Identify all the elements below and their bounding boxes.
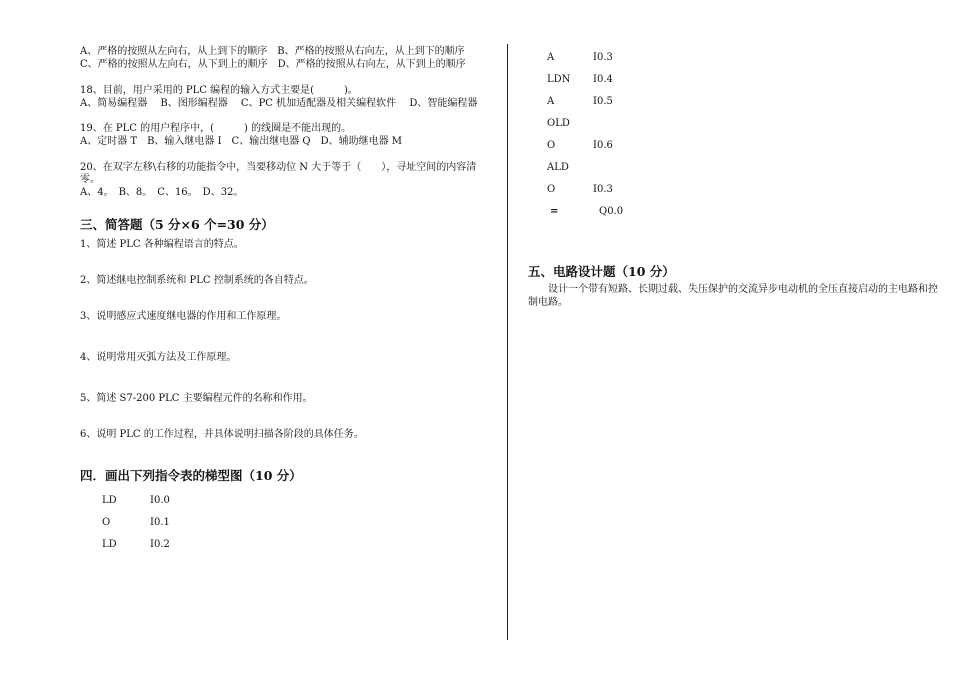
instruction-line <box>102 516 490 538</box>
instruction-line <box>547 52 938 74</box>
instruction-list-right <box>528 52 938 224</box>
instruction-op: OLD <box>547 118 570 129</box>
instruction-arg: I0.3 <box>593 52 613 63</box>
instruction-line <box>102 538 490 560</box>
instruction-op: A <box>547 96 555 107</box>
q20-options: A、4。 B、8。 C、16。 D、32。 <box>80 186 244 198</box>
q18-text: 18、目前，用户采用的 PLC 编程的输入方式主要是( )。 <box>80 85 358 97</box>
section4-title: 四．画出下列指令表的梯型图（10 分） <box>80 468 302 484</box>
instruction-op: O <box>547 184 556 195</box>
short-answer-3: 3、说明感应式速度继电器的作用和工作原理。 <box>80 311 287 323</box>
instruction-line <box>547 206 938 224</box>
instruction-arg: I0.5 <box>593 96 613 107</box>
q19-options: A、定时器 T B、输入继电器 I C、输出继电器 Q D、辅助继电器 M <box>80 135 403 147</box>
section5-title: 五、电路设计题（10 分） <box>528 264 675 279</box>
instruction-arg: I0.1 <box>150 517 170 529</box>
instruction-op: A <box>547 52 555 63</box>
instruction-arg: I0.4 <box>593 74 613 85</box>
q18-options: A、简易编程器 B、图形编程器 C、PC 机加适配器及相关编程软件 D、智能编程器 <box>80 97 478 109</box>
short-answer-4: 4、说明常用灭弧方法及工作原理。 <box>80 352 237 364</box>
instruction-line <box>102 494 490 516</box>
short-answer-5: 5、简述 S7-200 PLC 主要编程元件的名称和作用。 <box>80 393 313 405</box>
left-column <box>80 46 490 560</box>
instruction-arg: I0.2 <box>150 539 170 551</box>
instruction-arg: I0.3 <box>593 184 613 195</box>
column-divider <box>507 44 508 640</box>
instruction-op: LD <box>102 495 117 507</box>
q17-options: A、严格的按照从左向右，从上到下的顺序 B、严格的按照从右向左，从上到下的顺序 C、严格的按照从左向右，从下到上的顺序 D、严格的按照从右向左，从下到上的顺序 <box>80 46 475 70</box>
right-column <box>528 46 938 309</box>
instruction-arg: Q0.0 <box>599 206 624 217</box>
instruction-line <box>547 96 938 118</box>
instruction-line <box>547 140 938 162</box>
instruction-line <box>547 118 938 140</box>
q20-text: 20、在双字左移\右移的功能指令中，当要移动位 N 大于等于（ ），寻址空间的内容清零。 <box>80 161 477 186</box>
instruction-op: LD <box>102 539 117 551</box>
instruction-line <box>547 184 938 206</box>
q19-text: 19、在 PLC 的用户程序中，( ) 的线圈是不能出现的。 <box>80 123 352 135</box>
instruction-op: LDN <box>547 74 571 85</box>
instruction-op: = <box>550 206 559 217</box>
instruction-arg: I0.0 <box>150 495 170 507</box>
instruction-op: ALD <box>547 162 569 173</box>
short-answer-6: 6、说明 PLC 的工作过程，并具体说明扫描各阶段的具体任务。 <box>80 429 364 441</box>
section5-text: 设计一个带有短路、长期过载、失压保护的交流异步电动机的全压直接启动的主电路和控制电路。 <box>528 284 938 308</box>
short-answer-2: 2、简述继电控制系统和 PLC 控制系统的各自特点。 <box>80 275 314 287</box>
section3-title: 三、简答题（5 分×6 个=30 分） <box>80 217 274 233</box>
short-answer-1: 1、简述 PLC 各种编程语言的特点。 <box>80 239 244 251</box>
instruction-line <box>547 74 938 96</box>
instruction-line <box>547 162 938 184</box>
instruction-op: O <box>102 517 111 529</box>
instruction-arg: I0.6 <box>593 140 613 151</box>
instruction-list-left <box>80 494 490 560</box>
instruction-op: O <box>547 140 556 151</box>
